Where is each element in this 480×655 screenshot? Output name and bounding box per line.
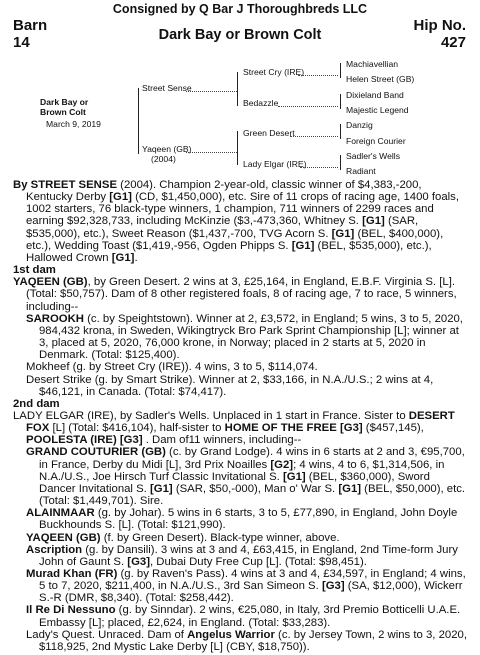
grand-couturier-entry: GRAND COUTURIER (GB) (c. by Grand Lodge). 4 wins in 6 starts at 2 and 3, €95,700, in France, Derby du Midi [L], 3rd Prix Noailles [G2]; 4 wins, 4 to 6, $1,314,506, in N.A./U.S., Joe Hirsch Turf Classic Invitational S. [G1] (BEL, $360,000), Sword Dancer Invitational S. [G1] (SAR, $50,-000), Man o' War S. [G1] (BEL, $50,000), etc. (Total: $1,449,701). Sire.	[26, 446, 466, 508]
yaqeen-paragraph: YAQEEN (GB), by Green Desert. 2 wins at 3, £25,164, in England, E.B.F. Virginia S. [L]. (Total: $50,757). Dam of 8 other registered foals, 8 of racing age, 7 to race, 5 winners, including--	[13, 276, 457, 313]
dam-name: Yaqeen (GB)	[142, 144, 192, 154]
dam-sire-name: Green Desert	[243, 128, 295, 138]
sire-leader	[186, 91, 237, 92]
sire-dam-name: Bedazzle	[243, 98, 279, 108]
sire-paragraph: By STREET SENSE (2004). Champion 2-year-old, classic winner of $4,383,-200, Kentucky Derby [G1] (CD, $1,450,000), etc. Sire of 11 crops of racing age, 1400 foals, 1002 starters, 76 black-type winners, 1 champion, 711 winners of 2299 races and earning $92,328,733, including McKinzie ($3,-473,360, Whitney S. [G1] (SAR, $535,000), etc.), Sweet Reason ($1,437,-700, TVG Acorn S. [G1] (BEL, $400,000), etc.), Wedding Toast ($1,419,-956, Ogden Phipps S. [G1] (BEL, $535,000), etc.), Hallowed Crown [G1].	[13, 179, 459, 264]
barn-label: Barn	[13, 17, 48, 34]
ggp-1: Machiavellian	[346, 59, 399, 69]
bracket-3a	[340, 63, 341, 78]
subject-sex-line2: Brown Colt	[40, 107, 86, 117]
dd-leader	[300, 167, 338, 168]
page-title: Dark Bay or Brown Colt	[158, 27, 322, 43]
sire-sire-name: Street Cry (IRE)	[243, 67, 305, 77]
ss-leader	[298, 75, 338, 76]
ggp-5: Danzig	[346, 120, 373, 130]
ladys-quest-entry: Lady's Quest. Unraced. Dam of Angelus Warrior (c. by Jersey Town, 2 wins to 3, 2020, $118,925, 2nd Mystic Lake Derby [L] (CBY, $18,750)).	[26, 628, 467, 653]
ggp-7: Sadler's Wells	[346, 151, 401, 161]
bracket-3b	[340, 94, 341, 109]
desert-strike-entry: Desert Strike (g. by Smart Strike). Winner at 2, $33,166, in N.A./U.S.; 2 wins at 4, $46,121, in Canada. (Total: $74,417).	[26, 373, 434, 398]
barn-number: 14	[13, 34, 30, 51]
ascription-entry: Ascription (g. by Dansili). 3 wins at 3 and 4, £63,415, in England, 2nd Time-form Jury John of Gaunt S. [G3], Dubai Duty Free Cup [L]. (Total: $98,451).	[26, 543, 458, 568]
second-dam-heading: 2nd dam	[13, 397, 60, 410]
hip-number: 427	[440, 34, 466, 51]
ggp-4: Majestic Legend	[346, 105, 409, 115]
bracket-3d	[340, 155, 341, 170]
ds-leader	[290, 136, 338, 137]
sd-leader	[278, 106, 338, 107]
sarookh-entry: SAROOKH (c. by Speightstown). Winner at 2, £3,572, in England; 5 wins, 3 to 5, 2020, 984,432 krona, in Sweden, Wikingtryck Bro Park Sprint Championship [L]; winner at 3, placed at 5, 2020, 76,000 krone, in Norway; placed in 2 starts at 5, 2020 in Denmark. (Total: $125,400).	[26, 312, 463, 362]
murad-khan-entry: Murad Khan (FR) (g. by Raven's Pass). 4 wins at 3 and 4, £34,597, in England; 4 wins, 5 to 7, 2020, $211,400, in N.A./U.S., 3rd San Simeon S. [G3] (SA, $12,000), Wickerr S.-R (DMR, $8,340). (Total: $258,442).	[26, 568, 466, 605]
il-re-entry: Il Re Di Nessuno (g. by Sinndar). 2 wins, €25,080, in Italy, 3rd Premio Botticelli U.A.E. Embassy [L]; placed, £2,624, in England. (Total: $33,283).	[26, 604, 461, 629]
catalog-body	[13, 179, 469, 653]
ggp-2: Helen Street (GB)	[346, 74, 415, 84]
ggp-3: Dixieland Band	[346, 90, 404, 100]
dam-year: (2004)	[151, 154, 176, 164]
dam-dam-name: Lady Elgar (IRE)	[243, 159, 307, 169]
yaqeen-entry: YAQEEN (GB) (f. by Green Desert). Black-type winner, above.	[26, 531, 340, 544]
dam-leader	[186, 152, 237, 153]
bracket-2b	[237, 131, 238, 165]
consignor-line: Consigned by Q Bar J Thoroughbreds LLC	[112, 2, 368, 16]
bracket-3c	[340, 124, 341, 139]
mokheef-entry: Mokheef (g. by Street Cry (IRE)). 4 wins, 3 to 5, $114,074.	[26, 361, 318, 374]
bracket-1	[138, 88, 139, 154]
ggp-8: Radiant	[346, 166, 376, 176]
alainmaar-entry: ALAINMAAR (g. by Johar). 5 wins in 6 starts, 3 to 5, £77,890, in England, John Doyle Buckhounds S. [L]. (Total: $121,990).	[26, 507, 458, 532]
subject-sex-line1: Dark Bay or	[40, 97, 89, 107]
first-dam-heading: 1st dam	[13, 264, 56, 277]
hip-label: Hip No.	[413, 17, 466, 34]
bracket-2a	[237, 72, 238, 106]
sire-name: Street Sense	[142, 83, 192, 93]
lady-elgar-paragraph: LADY ELGAR (IRE), by Sadler's Wells. Unplaced in 1 start in France. Sister to DESERT FOX [L] (Total: $416,104), half-sister to HOME OF THE FREE [G3] ($457,145), POOLESTA (IRE) [G3] . Dam of11 winners, including--	[13, 409, 455, 447]
foaling-date: March 9, 2019	[46, 119, 101, 129]
ggp-6: Foreign Courier	[346, 136, 406, 146]
